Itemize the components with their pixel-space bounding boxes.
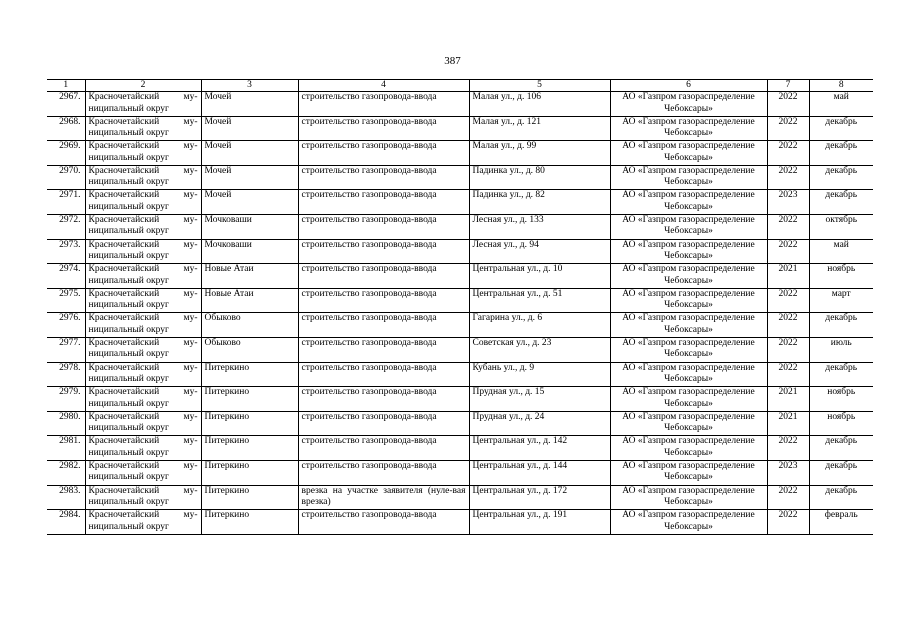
work-type-cell: строительство газопровода-ввода <box>298 92 469 117</box>
column-header: 8 <box>809 80 873 92</box>
row-number: 2977. <box>47 337 85 362</box>
work-type-cell: строительство газопровода-ввода <box>298 141 469 166</box>
district-cell: Красночетайский му-ниципальный округ <box>85 436 201 461</box>
table-row <box>47 362 873 387</box>
address-cell: Малая ул., д. 99 <box>469 141 610 166</box>
address-cell: Кубань ул., д. 9 <box>469 362 610 387</box>
work-type-cell: строительство газопровода-ввода <box>298 264 469 289</box>
settlement-cell: Новые Атаи <box>201 264 298 289</box>
table-row <box>47 436 873 461</box>
settlement-cell: Обыково <box>201 337 298 362</box>
organization-cell: АО «Газпром газораспределение Чебоксары» <box>610 411 767 436</box>
settlement-cell: Мочей <box>201 141 298 166</box>
month-cell: февраль <box>809 510 873 535</box>
district-cell: Красночетайский му-ниципальный округ <box>85 460 201 485</box>
settlement-cell: Питеркино <box>201 411 298 436</box>
month-cell: май <box>809 239 873 264</box>
district-cell: Красночетайский му-ниципальный округ <box>85 141 201 166</box>
organization-cell: АО «Газпром газораспределение Чебоксары» <box>610 190 767 215</box>
organization-cell: АО «Газпром газораспределение Чебоксары» <box>610 436 767 461</box>
row-number: 2980. <box>47 411 85 436</box>
column-header: 3 <box>201 80 298 92</box>
row-number: 2981. <box>47 436 85 461</box>
row-number: 2978. <box>47 362 85 387</box>
settlement-cell: Мочей <box>201 165 298 190</box>
table-row <box>47 485 873 510</box>
organization-cell: АО «Газпром газораспределение Чебоксары» <box>610 116 767 141</box>
year-cell: 2022 <box>767 214 809 239</box>
row-number: 2983. <box>47 485 85 510</box>
month-cell: июль <box>809 337 873 362</box>
district-cell: Красночетайский му-ниципальный округ <box>85 288 201 313</box>
organization-cell: АО «Газпром газораспределение Чебоксары» <box>610 288 767 313</box>
column-header: 4 <box>298 80 469 92</box>
column-header: 6 <box>610 80 767 92</box>
table-row <box>47 141 873 166</box>
year-cell: 2023 <box>767 460 809 485</box>
work-type-cell: строительство газопровода-ввода <box>298 313 469 338</box>
column-header: 1 <box>47 80 85 92</box>
month-cell: декабрь <box>809 116 873 141</box>
table-row <box>47 510 873 535</box>
month-cell: декабрь <box>809 190 873 215</box>
year-cell: 2022 <box>767 92 809 117</box>
column-header: 5 <box>469 80 610 92</box>
address-cell: Падинка ул., д. 80 <box>469 165 610 190</box>
table-row <box>47 337 873 362</box>
district-cell: Красночетайский му-ниципальный округ <box>85 485 201 510</box>
row-number: 2974. <box>47 264 85 289</box>
district-cell: Красночетайский му-ниципальный округ <box>85 92 201 117</box>
column-header: 2 <box>85 80 201 92</box>
year-cell: 2022 <box>767 141 809 166</box>
year-cell: 2021 <box>767 264 809 289</box>
work-type-cell: строительство газопровода-ввода <box>298 411 469 436</box>
row-number: 2984. <box>47 510 85 535</box>
organization-cell: АО «Газпром газораспределение Чебоксары» <box>610 141 767 166</box>
settlement-cell: Мочей <box>201 190 298 215</box>
address-cell: Советская ул., д. 23 <box>469 337 610 362</box>
row-number: 2971. <box>47 190 85 215</box>
column-header: 7 <box>767 80 809 92</box>
address-cell: Центральная ул., д. 172 <box>469 485 610 510</box>
settlement-cell: Мочковаши <box>201 214 298 239</box>
organization-cell: АО «Газпром газораспределение Чебоксары» <box>610 313 767 338</box>
work-type-cell: строительство газопровода-ввода <box>298 337 469 362</box>
address-cell: Центральная ул., д. 51 <box>469 288 610 313</box>
settlement-cell: Новые Атаи <box>201 288 298 313</box>
month-cell: декабрь <box>809 436 873 461</box>
settlement-cell: Питеркино <box>201 387 298 412</box>
organization-cell: АО «Газпром газораспределение Чебоксары» <box>610 387 767 412</box>
table-row <box>47 411 873 436</box>
organization-cell: АО «Газпром газораспределение Чебоксары» <box>610 337 767 362</box>
work-type-cell: строительство газопровода-ввода <box>298 165 469 190</box>
district-cell: Красночетайский му-ниципальный округ <box>85 313 201 338</box>
work-type-cell: строительство газопровода-ввода <box>298 460 469 485</box>
organization-cell: АО «Газпром газораспределение Чебоксары» <box>610 239 767 264</box>
settlement-cell: Обыково <box>201 313 298 338</box>
year-cell: 2023 <box>767 190 809 215</box>
district-cell: Красночетайский му-ниципальный округ <box>85 239 201 264</box>
year-cell: 2022 <box>767 288 809 313</box>
table-row <box>47 460 873 485</box>
organization-cell: АО «Газпром газораспределение Чебоксары» <box>610 165 767 190</box>
row-number: 2968. <box>47 116 85 141</box>
address-cell: Прудная ул., д. 24 <box>469 411 610 436</box>
year-cell: 2022 <box>767 510 809 535</box>
district-cell: Красночетайский му-ниципальный округ <box>85 411 201 436</box>
year-cell: 2022 <box>767 337 809 362</box>
address-cell: Лесная ул., д. 94 <box>469 239 610 264</box>
year-cell: 2022 <box>767 313 809 338</box>
month-cell: май <box>809 92 873 117</box>
settlement-cell: Питеркино <box>201 460 298 485</box>
address-cell: Гагарина ул., д. 6 <box>469 313 610 338</box>
settlement-cell: Мочковаши <box>201 239 298 264</box>
organization-cell: АО «Газпром газораспределение Чебоксары» <box>610 92 767 117</box>
month-cell: декабрь <box>809 485 873 510</box>
address-cell: Малая ул., д. 121 <box>469 116 610 141</box>
district-cell: Красночетайский му-ниципальный округ <box>85 337 201 362</box>
table-row <box>47 214 873 239</box>
month-cell: декабрь <box>809 141 873 166</box>
month-cell: декабрь <box>809 460 873 485</box>
organization-cell: АО «Газпром газораспределение Чебоксары» <box>610 214 767 239</box>
year-cell: 2022 <box>767 485 809 510</box>
table-row <box>47 165 873 190</box>
month-cell: ноябрь <box>809 387 873 412</box>
year-cell: 2021 <box>767 387 809 412</box>
table-row <box>47 239 873 264</box>
settlement-cell: Мочей <box>201 116 298 141</box>
month-cell: декабрь <box>809 165 873 190</box>
table-row <box>47 313 873 338</box>
row-number: 2973. <box>47 239 85 264</box>
row-number: 2975. <box>47 288 85 313</box>
month-cell: ноябрь <box>809 264 873 289</box>
row-number: 2982. <box>47 460 85 485</box>
year-cell: 2022 <box>767 116 809 141</box>
settlement-cell: Питеркино <box>201 485 298 510</box>
organization-cell: АО «Газпром газораспределение Чебоксары» <box>610 264 767 289</box>
address-cell: Центральная ул., д. 144 <box>469 460 610 485</box>
settlement-cell: Питеркино <box>201 510 298 535</box>
district-cell: Красночетайский му-ниципальный округ <box>85 264 201 289</box>
address-cell: Центральная ул., д. 142 <box>469 436 610 461</box>
work-type-cell: строительство газопровода-ввода <box>298 510 469 535</box>
district-cell: Красночетайский му-ниципальный округ <box>85 387 201 412</box>
month-cell: октябрь <box>809 214 873 239</box>
work-type-cell: врезка на участке заявителя (нуле-вая врезка) <box>298 485 469 510</box>
work-type-cell: строительство газопровода-ввода <box>298 239 469 264</box>
table-row <box>47 288 873 313</box>
organization-cell: АО «Газпром газораспределение Чебоксары» <box>610 460 767 485</box>
settlement-cell: Мочей <box>201 92 298 117</box>
row-number: 2969. <box>47 141 85 166</box>
table-row <box>47 190 873 215</box>
district-cell: Красночетайский му-ниципальный округ <box>85 190 201 215</box>
settlement-cell: Питеркино <box>201 436 298 461</box>
table-row <box>47 264 873 289</box>
address-cell: Лесная ул., д. 133 <box>469 214 610 239</box>
organization-cell: АО «Газпром газораспределение Чебоксары» <box>610 362 767 387</box>
month-cell: март <box>809 288 873 313</box>
month-cell: декабрь <box>809 362 873 387</box>
work-type-cell: строительство газопровода-ввода <box>298 387 469 412</box>
address-cell: Малая ул., д. 106 <box>469 92 610 117</box>
table-row <box>47 92 873 117</box>
work-type-cell: строительство газопровода-ввода <box>298 362 469 387</box>
year-cell: 2022 <box>767 362 809 387</box>
month-cell: декабрь <box>809 313 873 338</box>
address-cell: Падинка ул., д. 82 <box>469 190 610 215</box>
month-cell: ноябрь <box>809 411 873 436</box>
organization-cell: АО «Газпром газораспределение Чебоксары» <box>610 485 767 510</box>
address-cell: Центральная ул., д. 10 <box>469 264 610 289</box>
work-type-cell: строительство газопровода-ввода <box>298 436 469 461</box>
table-row <box>47 116 873 141</box>
district-cell: Красночетайский му-ниципальный округ <box>85 214 201 239</box>
column-number-row <box>47 80 873 92</box>
district-cell: Красночетайский му-ниципальный округ <box>85 165 201 190</box>
year-cell: 2021 <box>767 411 809 436</box>
row-number: 2972. <box>47 214 85 239</box>
row-number: 2970. <box>47 165 85 190</box>
row-number: 2979. <box>47 387 85 412</box>
work-type-cell: строительство газопровода-ввода <box>298 190 469 215</box>
district-cell: Красночетайский му-ниципальный округ <box>85 510 201 535</box>
address-cell: Центральная ул., д. 191 <box>469 510 610 535</box>
district-cell: Красночетайский му-ниципальный округ <box>85 362 201 387</box>
settlement-cell: Питеркино <box>201 362 298 387</box>
district-cell: Красночетайский му-ниципальный округ <box>85 116 201 141</box>
work-type-cell: строительство газопровода-ввода <box>298 116 469 141</box>
row-number: 2967. <box>47 92 85 117</box>
year-cell: 2022 <box>767 239 809 264</box>
page-number: 387 <box>444 55 461 67</box>
work-type-cell: строительство газопровода-ввода <box>298 288 469 313</box>
work-type-cell: строительство газопровода-ввода <box>298 214 469 239</box>
address-cell: Прудная ул., д. 15 <box>469 387 610 412</box>
year-cell: 2022 <box>767 436 809 461</box>
year-cell: 2022 <box>767 165 809 190</box>
row-number: 2976. <box>47 313 85 338</box>
gas-connection-table <box>47 79 873 535</box>
table-row <box>47 387 873 412</box>
organization-cell: АО «Газпром газораспределение Чебоксары» <box>610 510 767 535</box>
